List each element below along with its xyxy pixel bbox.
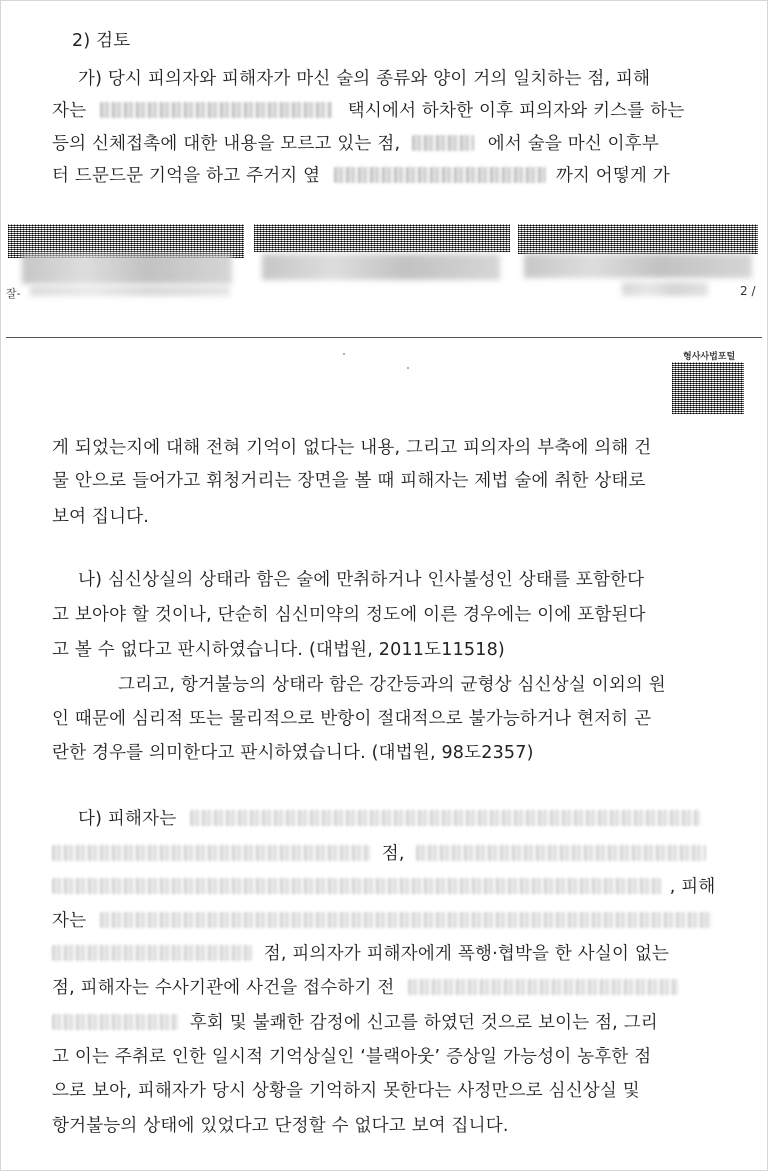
redacted-block (622, 282, 708, 296)
page-divider (6, 337, 762, 338)
section-heading: 2) 검토 (72, 31, 131, 51)
para-ga-line-2-b: 택시에서 하차한 이후 피의자와 키스를 하는 (347, 101, 685, 121)
redacted-block (524, 254, 752, 278)
qr-noise-strip (8, 224, 244, 258)
para-da-line-1 (78, 809, 700, 829)
para-da-line-4 (52, 911, 712, 931)
redacted-text (408, 979, 678, 995)
para-da-line-7 (52, 1013, 658, 1033)
para-na-line-4: 그리고, 항거불능의 상태라 함은 강간등과의 균형상 심신상실 이외의 원 (118, 675, 666, 695)
redacted-text (52, 845, 370, 861)
redacted-text (52, 945, 252, 961)
redacted-text (334, 167, 546, 183)
para-ga-line-3-a: 등의 신체접촉에 대한 내용을 모르고 있는 점, (52, 134, 401, 154)
para-da-line-9: 으로 보아, 피해자가 당시 상황을 기억하지 못한다는 사정만으로 심신상실 및 (52, 1081, 640, 1101)
redacted-text (52, 878, 662, 894)
qr-noise-strip (254, 224, 510, 252)
redacted-block (22, 254, 232, 284)
para-ga-line-3-b: 에서 술을 마신 이후부 (487, 134, 659, 154)
redacted-block (262, 254, 500, 280)
footer-left-text: 잘- (6, 287, 21, 300)
para-da-line-2-text: 점, (381, 844, 405, 864)
para-da-line-8: 고 이는 주취로 인한 일시적 기억상실인 ‘블랙아웃’ 증상일 가능성이 농후한 점 (52, 1047, 652, 1067)
page-number: 2 / (740, 284, 756, 298)
para-da-line-3 (52, 877, 716, 897)
redacted-text (412, 135, 474, 151)
para-da-line-1-text: 다) 피해자는 (78, 809, 177, 829)
portal-label: 형사사법포털 (683, 352, 736, 362)
para-na-line-6: 란한 경우를 의미한다고 판시하였습니다. (대법원, 98도2357) (52, 743, 534, 763)
para-na-line-5: 인 때문에 심리적 또는 물리적으로 반항이 절대적으로 불가능하거나 현저히 곤 (52, 709, 652, 729)
para-da-line-4-text: 자는 (52, 911, 87, 931)
para-ga-line-3 (52, 134, 659, 154)
para-da-line-3-text: , 피해 (669, 877, 716, 897)
para-na-line-3: 고 볼 수 없다고 판시하였습니다. (대법원, 2011도11518) (52, 640, 505, 660)
para-na-line-2: 고 보아야 할 것이나, 단순히 심신미약의 정도에 이른 경우에는 이에 포함된다 (52, 605, 646, 625)
para-da-line-5 (52, 944, 669, 964)
para-da-line-7-text: 후회 및 불쾌한 감정에 신고를 하였던 것으로 보이는 점, 그리 (189, 1013, 658, 1033)
para-ga-line-7: 보여 집니다. (52, 507, 150, 527)
para-na-line-1: 나) 심신상실의 상태라 함은 술에 만취하거나 인사불성인 상태를 포함한다 (78, 570, 645, 590)
para-ga-line-5: 게 되었는지에 대해 전혀 기억이 없다는 내용, 그리고 피의자의 부축에 의해 건 (52, 438, 652, 458)
redacted-text (416, 845, 706, 861)
redacted-text (190, 810, 700, 826)
para-da-line-10: 항거불능의 상태에 있었다고 단정할 수 없다고 보여 집니다. (52, 1116, 509, 1136)
para-ga-line-1: 가) 당시 피의자와 피해자가 마신 술의 종류와 양이 거의 일치하는 점, 피해 (78, 69, 651, 89)
para-ga-line-2 (52, 101, 684, 121)
redacted-block (30, 286, 230, 296)
redacted-text (52, 1014, 178, 1030)
qr-noise-strip (518, 224, 758, 254)
divider-dot (407, 367, 409, 369)
para-ga-line-4 (52, 166, 670, 186)
para-da-line-6 (52, 978, 678, 998)
qr-code-icon (672, 362, 744, 414)
para-ga-line-4-a: 터 드문드문 기억을 하고 주거지 옆 (52, 166, 321, 186)
redacted-text (100, 912, 712, 928)
para-da-line-2 (52, 844, 706, 864)
para-da-line-5-text: 점, 피의자가 피해자에게 폭행·협박을 한 사실이 없는 (263, 944, 670, 964)
para-ga-line-2-a: 자는 (52, 101, 87, 121)
redacted-text (100, 102, 332, 118)
para-ga-line-6: 물 안으로 들어가고 휘청거리는 장면을 볼 때 피해자는 제법 술에 취한 상태로 (52, 471, 646, 491)
divider-dot (343, 353, 345, 355)
para-da-line-6-text: 점, 피해자는 수사기관에 사건을 접수하기 전 (52, 978, 395, 998)
para-ga-line-4-b: 까지 어떻게 가 (555, 166, 670, 186)
